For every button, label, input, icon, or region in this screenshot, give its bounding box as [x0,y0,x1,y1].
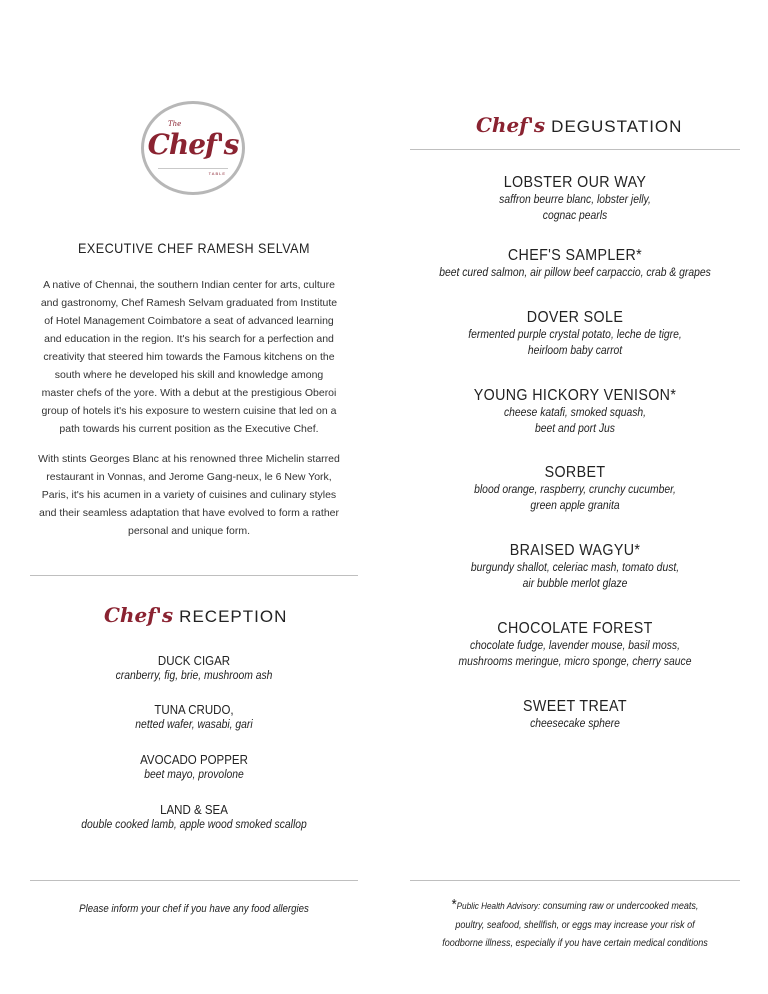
reception-item-desc: double cooked lamb, apple wood smoked scallop [81,819,307,831]
dish-desc-line-1: burgundy shallot, celeriac mash, tomato dust, [470,562,680,574]
reception-item-name: LAND & SEA [160,803,228,817]
list-item [410,387,740,437]
list-item [30,803,358,831]
reception-item-desc: netted wafer, wasabi, gari [135,719,253,731]
list-item [410,309,740,359]
list-item [30,654,358,682]
list-item [410,620,740,670]
degustation-heading [476,113,682,137]
list-item [30,703,358,731]
dish-name: LOBSTER OUR WAY [503,174,647,191]
reception-item-name: AVOCADO POPPER [140,753,248,767]
dish-desc-line-2: green apple granita [530,500,620,512]
restaurant-logo [141,101,245,195]
dish-desc-line-1: saffron beurre blanc, lobster jelly, [499,194,651,206]
dish-desc-line-2: beet and port Jus [535,423,615,435]
allergy-note: Please inform your chef if you have any food allergies [79,903,309,915]
reception-heading [104,603,287,627]
reception-item-name: TUNA CRUDO, [154,703,234,717]
advisory-label: Public Health Advisory: [456,901,541,912]
reception-item-desc: beet mayo, provolone [144,769,244,781]
dish-desc-line-2: heirloom baby carrot [527,345,623,357]
right-divider-bottom [410,880,740,881]
dish-desc-line-1: fermented purple crystal potato, leche de tigre, [468,329,682,341]
left-divider-top [30,575,358,576]
chef-title: EXECUTIVE CHEF RAMESH SELVAM [78,240,310,256]
list-item [410,247,740,281]
reception-item-desc: cranberry, fig, brie, mushroom ash [115,670,273,682]
logo-rule [158,168,228,169]
reception-heading-text: RECEPTION [179,607,288,626]
chef-bio-paragraph-1: A native of Chennai, the southern Indian center for arts, culture and gastronomy, Chef Ramesh Selvam graduated from Institute of Hotel Management Coimbatore a seat of advanced learning and education in the region. It's his search for a perfection and creativity that steered him towards the Famous kitchens on the south where he developed his skill and knowledge among master chefs of the yore. With a debut at the prestigious Oberoi group of hotels it's his exposure to western cuisine that led on a path towards his current position as the Executive Chef. [40,279,338,435]
dish-name: BRAISED WAGYU* [509,542,641,559]
dish-desc-line-2: air bubble merlot glaze [522,578,628,590]
dish-name: SORBET [544,464,606,481]
dish-name: DOVER SOLE [526,309,624,326]
logo-wordmark: Chef's [147,128,239,161]
dish-desc-line-1: blood orange, raspberry, crunchy cucumber, [474,484,676,496]
dish-desc-line-2: cognac pearls [542,210,608,222]
list-item [410,464,740,514]
dish-name: SWEET TREAT [523,698,627,715]
advisory-line-3: foodborne illness, especially if you have certain medical conditions [442,937,708,949]
list-item [30,753,358,781]
dish-desc-line-1: cheese katafi, smoked squash, [503,407,647,419]
reception-item-name: DUCK CIGAR [157,654,231,668]
advisory-star: * [451,896,457,913]
dish-desc-line-1: beet cured salmon, air pillow beef carpaccio, crab & grapes [439,267,711,279]
dish-name: CHEF'S SAMPLER* [507,247,643,264]
reception-script: Chef's [104,603,174,627]
dish-desc-line-1: cheesecake sphere [530,718,620,730]
logo-sub: TABLE [208,171,226,176]
list-item [410,174,740,224]
dish-desc-line-2: mushrooms meringue, micro sponge, cherry sauce [458,656,692,668]
advisory-line-1 [433,896,717,916]
advisory-text-1: consuming raw or undercooked meats, [542,900,699,912]
dish-name: CHOCOLATE FOREST [497,620,653,637]
advisory-line-2: poultry, seafood, shellfish, or eggs may increase your risk of [455,919,695,931]
dish-desc-line-1: chocolate fudge, lavender mouse, basil moss, [469,640,680,652]
logo-the: The [168,120,182,128]
dish-name: YOUNG HICKORY VENISON* [473,387,677,404]
right-divider-top [410,149,740,150]
degustation-heading-text: DEGUSTATION [551,117,683,136]
left-divider-bottom [30,880,358,881]
list-item [410,542,740,592]
degustation-script: Chef's [476,113,546,137]
list-item [410,698,740,732]
health-advisory [433,896,717,952]
chef-bio-paragraph-2: With stints Georges Blanc at his renowned three Michelin starred restaurant in Vonnas, and Jerome Gang-neux, le 6 New York, Paris, it's his acumen in a variety of cuisines and culinary styles and their seamless adaptation that have evolved to form a rather personal and unique form. [38,453,340,537]
